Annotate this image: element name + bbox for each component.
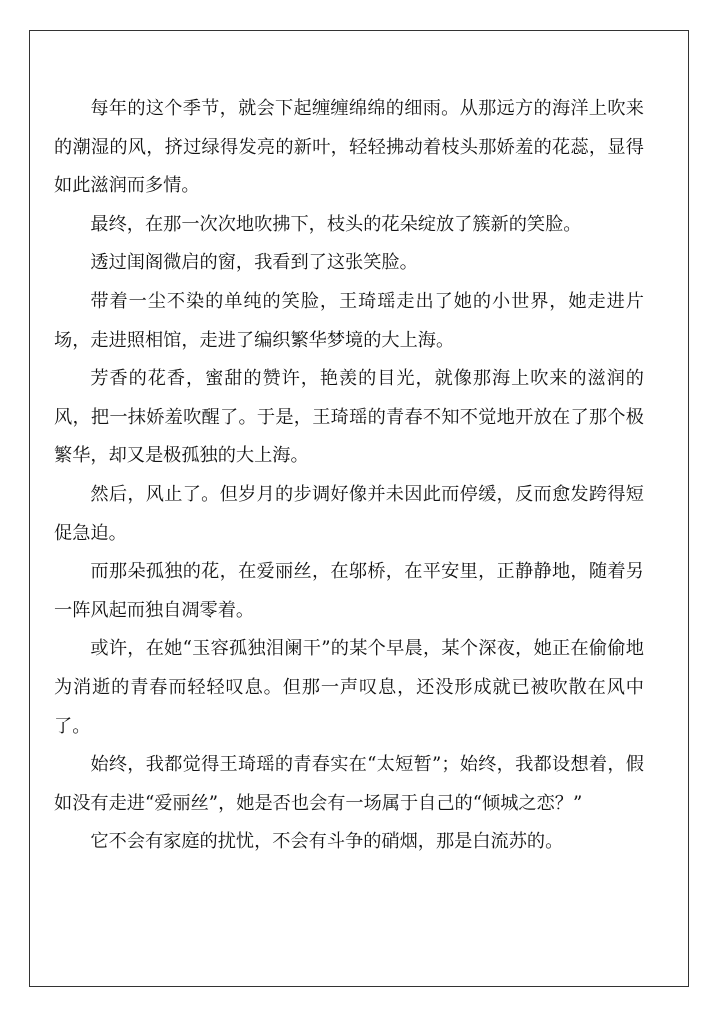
paragraph-4: 带着一尘不染的单纯的笑脸，王琦瑶走出了她的小世界，她走进片场，走进照相馆，走进了编织繁华梦境的大上海。	[54, 290, 644, 351]
paragraph-3: 透过闺阁微启的窗，我看到了这张笑脸。	[90, 252, 418, 274]
paragraph-1: 每年的这个季节，就会下起缠缠绵绵的细雨。从那远方的海洋上吹来的潮湿的风，挤过绿得发亮的新叶，轻轻拂动着枝头那娇羞的花蕊，显得如此滋润而多情。	[54, 98, 644, 197]
paragraph-9: 始终，我都觉得王琦瑶的青春实在“太短暂”；始终，我都设想着，假如没有走进“爱丽丝”，她是否也会有一场属于自己的“倾城之恋？”	[54, 754, 644, 814]
paragraph-5: 芳香的花香，蜜甜的赞许，艳羡的目光，就像那海上吹来的滋润的风，把一抹娇羞吹醒了。于是，王琦瑶的青春不知不觉地开放在了那个极繁华，却又是极孤独的大上海。	[54, 368, 644, 467]
paragraph-7: 而那朵孤独的花，在爱丽丝，在邬桥，在平安里，正静静地，随着另一阵风起而独自凋零着。	[54, 561, 644, 621]
paragraph-6: 然后，风止了。但岁月的步调好像并未因此而停缓，反而愈发跨得短促急迫。	[54, 483, 644, 544]
paragraph-8: 或许，在她“玉容孤独泪阑干”的某个早晨，某个深夜，她正在偷偷地为消逝的青春而轻轻叹息。但那一声叹息，还没形成就已被吹散在风中了。	[54, 638, 644, 737]
document-body	[54, 90, 644, 862]
paragraph-10: 它不会有家庭的扰忧，不会有斗争的硝烟，那是白流苏的。	[90, 831, 564, 853]
paragraph-2: 最终，在那一次次地吹拂下，枝头的花朵绽放了簇新的笑脸。	[90, 213, 582, 235]
